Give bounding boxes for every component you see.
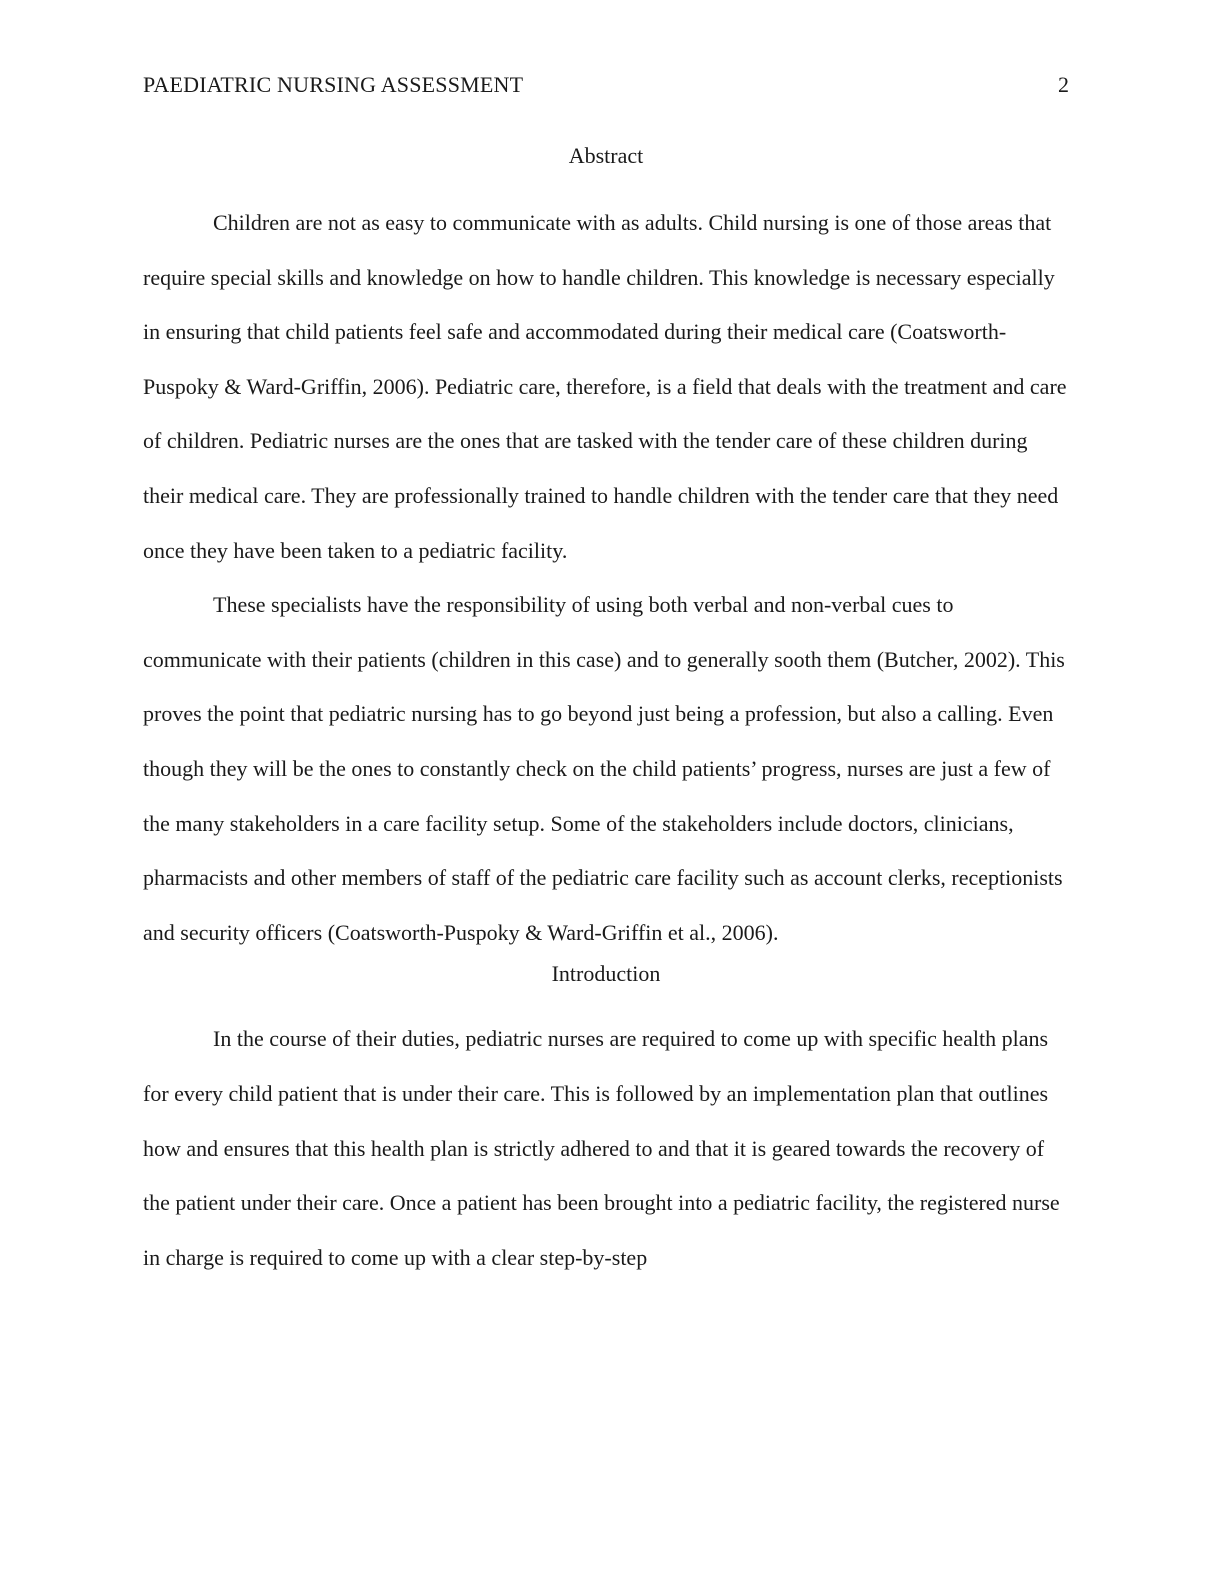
page-number: 2 xyxy=(1058,72,1069,97)
introduction-paragraph-1: In the course of their duties, pediatric nurses are required to come up with specific health plans for every child patient that is under their care. This is followed by an implementation plan that outlines how and ensures that this health plan is strictly adhered to and that it is geared towards the recovery of the patient under their care. Once a patient has been brought into a pediatric facility, the registered nurse in charge is required to come up with a clear step-by-step xyxy=(143,1026,1060,1270)
abstract-paragraph-2: These specialists have the responsibility of using both verbal and non-verbal cues to communicate with their patients (children in this case) and to generally sooth them (Butcher, 2002). This proves the point that pediatric nursing has to go beyond just being a profession, but also a calling. Even though they will be the ones to constantly check on the child patients’ progress, nurses are just a few of the many stakeholders in a care facility setup. Some of the stakeholders include doctors, clinicians, pharmacists and other members of staff of the pediatric care facility such as account clerks, receptionists and security officers (Coatsworth-Puspoky & Ward-Griffin et al., 2006). xyxy=(143,592,1065,945)
introduction-heading: Introduction xyxy=(551,961,661,987)
running-head-title: PAEDIATRIC NURSING ASSESSMENT xyxy=(143,72,524,97)
document-body xyxy=(143,140,1069,1285)
abstract-paragraph-1: Children are not as easy to communicate with as adults. Child nursing is one of those areas that require special skills and knowledge on how to handle children. This knowledge is necessary especially in ensuring that child patients feel safe and accommodated during their medical care (Coatsworth-Puspoky & Ward-Griffin, 2006). Pediatric care, therefore, is a field that deals with the treatment and care of children. Pediatric nurses are the ones that are tasked with the tender care of these children during their medical care. They are professionally trained to handle children with the tender care that they need once they have been taken to a pediatric facility. xyxy=(143,210,1067,563)
abstract-heading: Abstract xyxy=(568,143,644,168)
running-head xyxy=(143,70,1069,100)
